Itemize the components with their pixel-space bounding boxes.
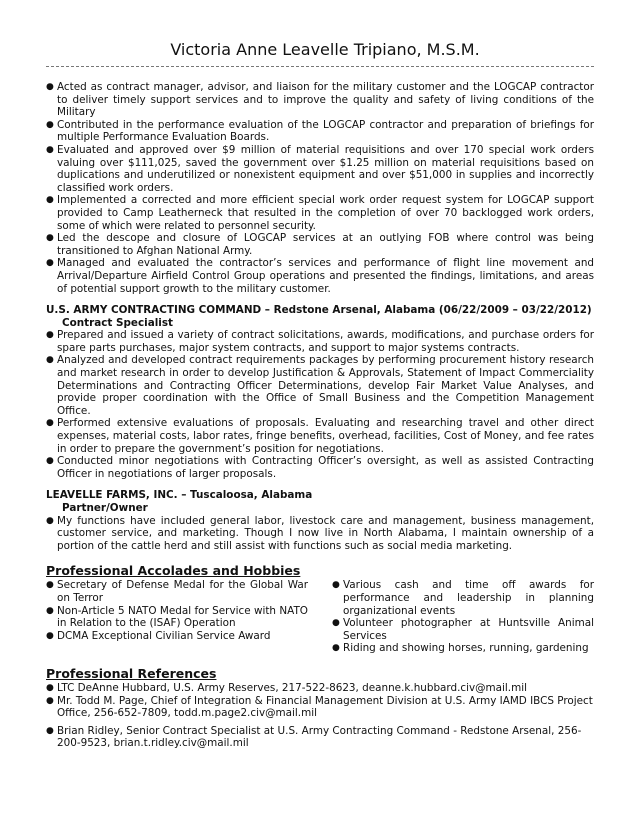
bullet-icon: ● bbox=[46, 605, 54, 616]
references-list bbox=[46, 682, 594, 750]
job-leavelle-farms bbox=[46, 489, 594, 552]
experience-bullets bbox=[46, 81, 594, 295]
bullet-icon: ● bbox=[46, 144, 54, 155]
bullet-icon: ● bbox=[46, 418, 54, 429]
list-item: ● Evaluated and approved over $9 million of material requisitions and over 170 special work orders valuing over $111,025, saved the government over $1.25 million on material requisitions based on duplications and underutilized or nonexistent equipment and over $51,000 in supplies and incorrectly classified work orders. bbox=[46, 143, 594, 194]
header-divider bbox=[46, 66, 594, 67]
accolades-left-list bbox=[46, 579, 308, 655]
bullet-icon: ● bbox=[46, 725, 54, 736]
list-item: ● Led the descope and closure of LOGCAP services at an outlying FOB where control was being transitioned to Afghan National Army. bbox=[46, 232, 594, 257]
accolades-right-list bbox=[332, 579, 594, 655]
job-title: Contract Specialist bbox=[62, 316, 173, 329]
bullet-icon: ● bbox=[46, 82, 54, 92]
list-item: ● Prepared and issued a variety of contract solicitations, awards, modifications, and purchase orders for spare parts purchases, major system contracts, and support to major systems contracts. bbox=[46, 329, 594, 354]
resume-page bbox=[46, 40, 594, 750]
job-bullets bbox=[46, 515, 594, 553]
bullet-icon: ● bbox=[332, 618, 340, 629]
list-item: ● Conducted minor negotiations with Contracting Officer’s oversight, as well as assisted Contracting Officer in negotiations of larger proposals. bbox=[46, 455, 594, 480]
accolades-columns bbox=[46, 579, 594, 655]
references-section-title: Professional References bbox=[46, 665, 217, 681]
bullet-icon: ● bbox=[46, 330, 54, 341]
bullet-icon: ● bbox=[46, 195, 54, 206]
bullet-icon: ● bbox=[46, 456, 54, 467]
bullet-icon: ● bbox=[46, 695, 54, 706]
list-item: ● Secretary of Defense Medal for the Global War on Terror bbox=[46, 579, 308, 604]
bullet-icon: ● bbox=[46, 580, 54, 591]
job-army-contracting bbox=[46, 304, 594, 480]
job-heading: U.S. ARMY CONTRACTING COMMAND – Redstone Arsenal, Alabama (06/22/2009 – 03/22/2012) bbox=[46, 304, 592, 317]
list-item: ● Managed and evaluated the contractor’s services and performance of flight line movement and Arrival/Departure Airfield Control Group operations and presented the findings, limitations, and areas of potential support growth to the military customer. bbox=[46, 257, 594, 295]
list-item: ● Performed extensive evaluations of proposals. Evaluating and researching travel and other direct expenses, material costs, labor rates, fringe benefits, overhead, facilities, Cost of Money, and fee rates in order to prepare the government’s position for negotiations. bbox=[46, 417, 594, 455]
bullet-icon: ● bbox=[46, 233, 54, 244]
list-item: ● Contributed in the performance evaluation of the LOGCAP contractor and preparation of briefings for multiple Performance Evaluation Boards. bbox=[46, 118, 594, 144]
bullet-icon: ● bbox=[332, 643, 340, 654]
bullet-icon: ● bbox=[46, 258, 54, 269]
list-item: ● Brian Ridley, Senior Contract Specialist at U.S. Army Contracting Command - Redstone Arsenal, 256-200-9523, brian.t.ridley.civ@mail.mil bbox=[46, 724, 582, 750]
accolades-section-title: Professional Accolades and Hobbies bbox=[46, 563, 301, 579]
list-item: ● Various cash and time off awards for performance and leadership in planning organizational events bbox=[332, 579, 594, 617]
list-item: ● LTC DeAnne Hubbard, U.S. Army Reserves, 217-522-8623, deanne.k.hubbard.civ@mail.mil bbox=[46, 681, 528, 694]
list-item: ● Acted as contract manager, advisor, and liaison for the military customer and the LOGCAP contractor to deliver timely support services and to improve the quality and safety of living conditions of the Military bbox=[46, 81, 594, 119]
job-title: Partner/Owner bbox=[62, 502, 148, 514]
candidate-name: Victoria Anne Leavelle Tripiano, M.S.M. bbox=[170, 40, 480, 59]
bullet-icon: ● bbox=[46, 682, 54, 693]
list-item: ● Riding and showing horses, running, gardening bbox=[332, 642, 589, 655]
list-item: ● Volunteer photographer at Huntsville Animal Services bbox=[332, 617, 594, 642]
bullet-icon: ● bbox=[332, 580, 340, 591]
list-item: ● Analyzed and developed contract requirements packages by performing procurement history research and market research in order to develop Justification & Approvals, Statement of Impact Commerciality Determinations and Contracting Officer Determinations, develop Fair Market Value Analyses, and provide proper coordination with the Office of Small Business and the Competition Management Office. bbox=[46, 354, 594, 417]
bullet-icon: ● bbox=[46, 355, 54, 366]
job-bullets bbox=[46, 329, 594, 480]
bullet-icon: ● bbox=[46, 630, 54, 641]
list-item: ● Implemented a corrected and more efficient special work order request system for LOGCAP support provided to Camp Leatherneck that resulted in the completion of over 70 backlogged work orders, some of which were related to personnel security. bbox=[46, 194, 594, 232]
list-item: ● Mr. Todd M. Page, Chief of Integration & Financial Management Division at U.S. Army IAMD IBCS Project Office, 256-652-7809, todd.m.page2.civ@mail.mil bbox=[46, 694, 593, 720]
list-item: ● DCMA Exceptional Civilian Service Award bbox=[46, 629, 271, 642]
list-item: ● My functions have included general labor, livestock care and management, business management, customer service, and marketing. Though I now live in North Alabama, I maintain ownership of a portion of the cattle herd and still assist with functions such as social media marketing. bbox=[46, 514, 594, 552]
bullet-icon: ● bbox=[46, 119, 54, 130]
bullet-icon: ● bbox=[46, 515, 54, 526]
job-heading: LEAVELLE FARMS, INC. – Tuscaloosa, Alabama bbox=[46, 489, 313, 502]
list-item: ● Non-Article 5 NATO Medal for Service with NATO in Relation to the (ISAF) Operation bbox=[46, 604, 308, 630]
